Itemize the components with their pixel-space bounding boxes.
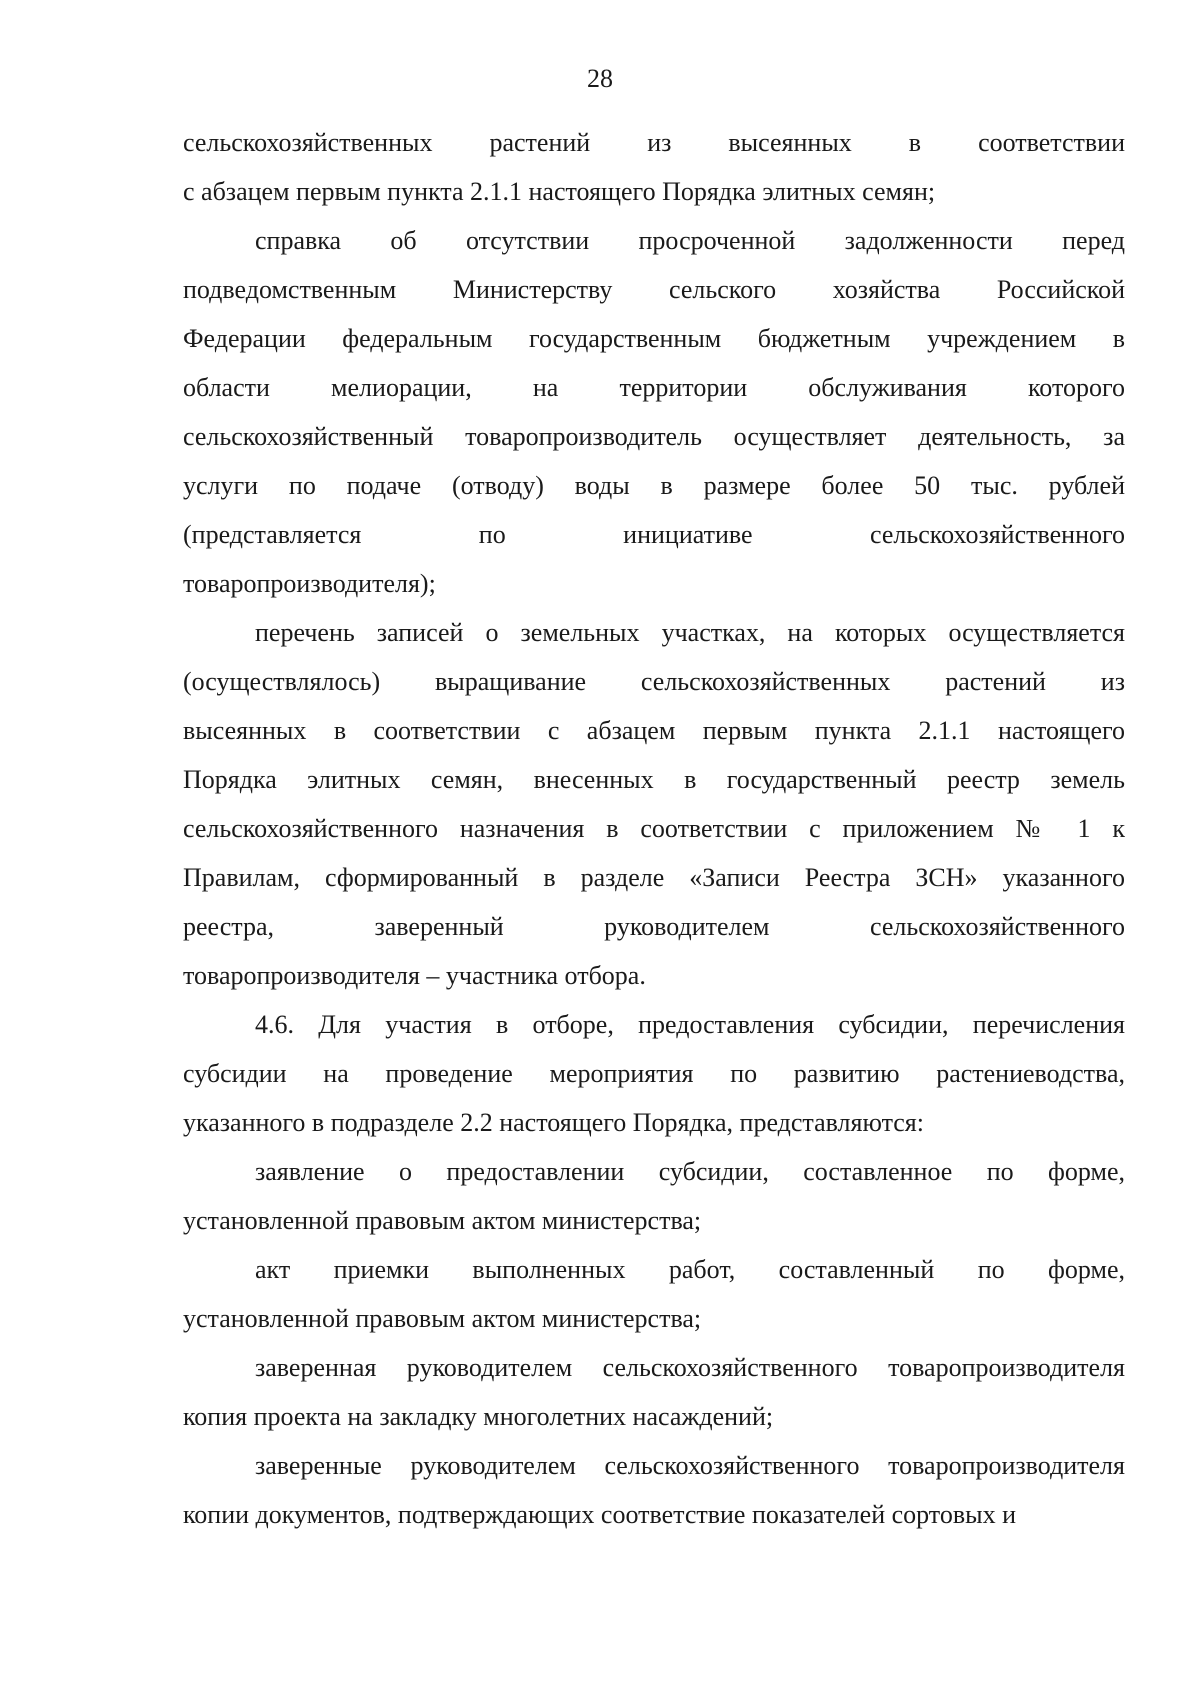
text-line: заявление о предоставлении субсидии, составленное по форме,: [255, 1157, 1125, 1186]
paragraph: [183, 608, 1125, 1000]
text-line: справка об отсутствии просроченной задолженности перед: [255, 226, 1125, 255]
text-line: области мелиорации, на территории обслуживания которого: [183, 373, 1125, 402]
text-line: копии документов, подтверждающих соответствие показателей сортовых и: [183, 1500, 1016, 1529]
paragraph: [183, 1000, 1125, 1147]
paragraph: [183, 1343, 1125, 1441]
text-line: подведомственным Министерству сельского хозяйства Российской: [183, 275, 1125, 304]
paragraph: [183, 118, 1125, 216]
text-line: установленной правовым актом министерства;: [183, 1206, 702, 1235]
text-line: (осуществлялось) выращивание сельскохозяйственных растений из: [183, 667, 1125, 696]
text-line: сельскохозяйственный товаропроизводитель осуществляет деятельность, за: [183, 422, 1125, 451]
paragraph: [183, 1441, 1125, 1539]
text-line: субсидии на проведение мероприятия по развитию растениеводства,: [183, 1059, 1125, 1088]
text-line: Федерации федеральным государственным бюджетным учреждением в: [183, 324, 1125, 353]
text-line: перечень записей о земельных участках, на которых осуществляется: [255, 618, 1125, 647]
text-line: высеянных в соответствии с абзацем первым пункта 2.1.1 настоящего: [183, 716, 1125, 745]
text-line: сельскохозяйственного назначения в соответствии с приложением № 1 к: [183, 814, 1125, 843]
paragraph: [183, 1245, 1125, 1343]
text-line: Порядка элитных семян, внесенных в государственный реестр земель: [183, 765, 1125, 794]
text-line: заверенная руководителем сельскохозяйственного товаропроизводителя: [255, 1353, 1125, 1382]
text-line: указанного в подразделе 2.2 настоящего Порядка, представляются:: [183, 1108, 924, 1137]
text-line: услуги по подаче (отводу) воды в размере более 50 тыс. рублей: [183, 471, 1125, 500]
document-body: [183, 118, 1125, 1539]
text-line: 4.6. Для участия в отборе, предоставления субсидии, перечисления: [255, 1010, 1125, 1039]
text-line: заверенные руководителем сельскохозяйственного товаропроизводителя: [255, 1451, 1125, 1480]
text-line: реестра, заверенный руководителем сельскохозяйственного: [183, 912, 1125, 941]
text-line: товаропроизводителя);: [183, 569, 436, 598]
text-line: товаропроизводителя – участника отбора.: [183, 961, 646, 990]
text-line: акт приемки выполненных работ, составленный по форме,: [255, 1255, 1125, 1284]
paragraph: [183, 1147, 1125, 1245]
text-line: (представляется по инициативе сельскохозяйственного: [183, 520, 1125, 549]
text-line: Правилам, сформированный в разделе «Записи Реестра ЗСН» указанного: [183, 863, 1125, 892]
text-line: копия проекта на закладку многолетних насаждений;: [183, 1402, 774, 1431]
text-line: сельскохозяйственных растений из высеянных в соответствии: [183, 128, 1125, 157]
text-line: установленной правовым актом министерства;: [183, 1304, 702, 1333]
page-number: 28: [587, 64, 613, 93]
paragraph: [183, 216, 1125, 608]
text-line: с абзацем первым пункта 2.1.1 настоящего Порядка элитных семян;: [183, 177, 936, 206]
